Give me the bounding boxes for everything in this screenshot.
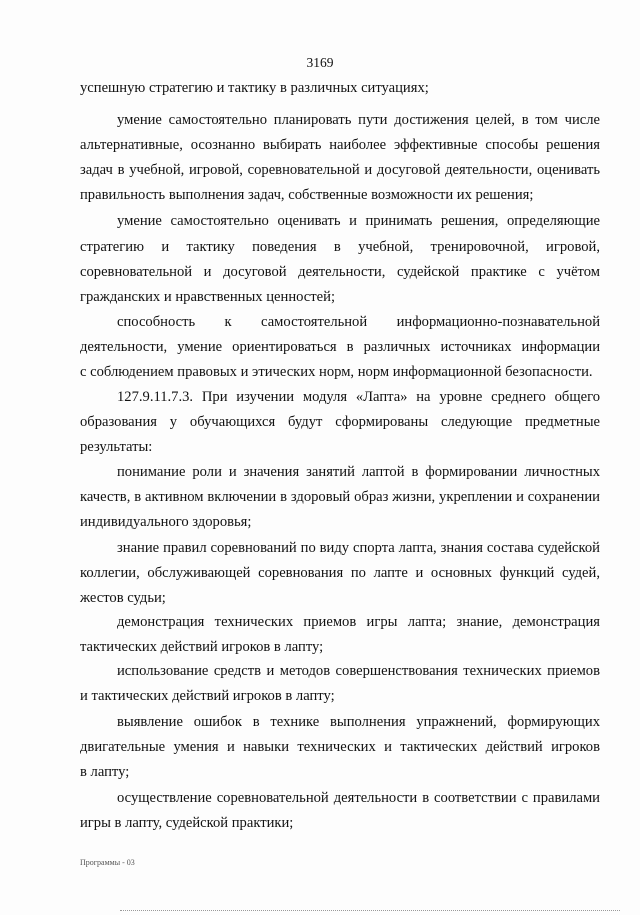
text-line: альтернативные, осознанно выбирать наиболее эффективные способы решения — [80, 137, 600, 153]
text-line: в лапту; — [80, 764, 130, 780]
page-number: 3169 — [306, 55, 334, 70]
text-line: задач в учебной, игровой, соревновательной и досуговой деятельности, оценивать — [80, 162, 600, 178]
text-line: 127.9.11.7.3. При изучении модуля «Лапта» на уровне среднего общего — [117, 389, 600, 405]
text-line: и тактических действий игроков в лапту; — [80, 688, 335, 704]
text-line: индивидуального здоровья; — [80, 514, 252, 530]
text-line: правильность выполнения задач, собственные возможности их решения; — [80, 187, 534, 203]
scan-artifact-line — [120, 910, 620, 912]
page-footer: Программы - 03 — [80, 858, 135, 867]
text-line: качеств, в активном включении в здоровый образ жизни, укреплении и сохранении — [80, 489, 600, 505]
text-line: соревновательной и досуговой деятельности, судейской практике с учётом — [80, 264, 600, 280]
text-line: двигательные умения и навыки технических и тактических действий игроков — [80, 739, 600, 755]
text-line: стратегию и тактику поведения в учебной, тренировочной, игровой, — [80, 239, 600, 255]
text-line: знание правил соревнований по виду спорта лапта, знания состава судейской — [117, 540, 600, 556]
text-line: жестов судьи; — [80, 590, 166, 606]
text-line: использование средств и методов совершенствования технических приемов — [117, 663, 600, 679]
text-line: тактических действий игроков в лапту; — [80, 639, 324, 655]
text-line: понимание роли и значения занятий лаптой в формировании личностных — [117, 464, 600, 480]
text-line: деятельности, умение ориентироваться в различных источниках информации — [80, 339, 600, 355]
text-line: умение самостоятельно планировать пути достижения целей, в том числе — [117, 112, 600, 128]
text-line: игры в лапту, судейской практики; — [80, 815, 294, 831]
text-line: образования у обучающихся будут сформированы следующие предметные — [80, 414, 600, 430]
text-line: коллегии, обслуживающей соревнования по лапте и основных функций судей, — [80, 565, 600, 581]
text-line: успешную стратегию и тактику в различных ситуациях; — [80, 80, 429, 96]
text-line: с соблюдением правовых и этических норм, норм информационной безопасности. — [80, 364, 593, 380]
text-line: способность к самостоятельной информационно-познавательной — [117, 314, 600, 330]
text-line: умение самостоятельно оценивать и принимать решения, определяющие — [117, 213, 600, 229]
text-line: результаты: — [80, 439, 153, 455]
text-line: демонстрация технических приемов игры лапта; знание, демонстрация — [117, 614, 600, 630]
text-line: осуществление соревновательной деятельности в соответствии с правилами — [117, 790, 600, 806]
text-line: гражданских и нравственных ценностей; — [80, 289, 335, 305]
text-line: выявление ошибок в технике выполнения упражнений, формирующих — [117, 714, 600, 730]
